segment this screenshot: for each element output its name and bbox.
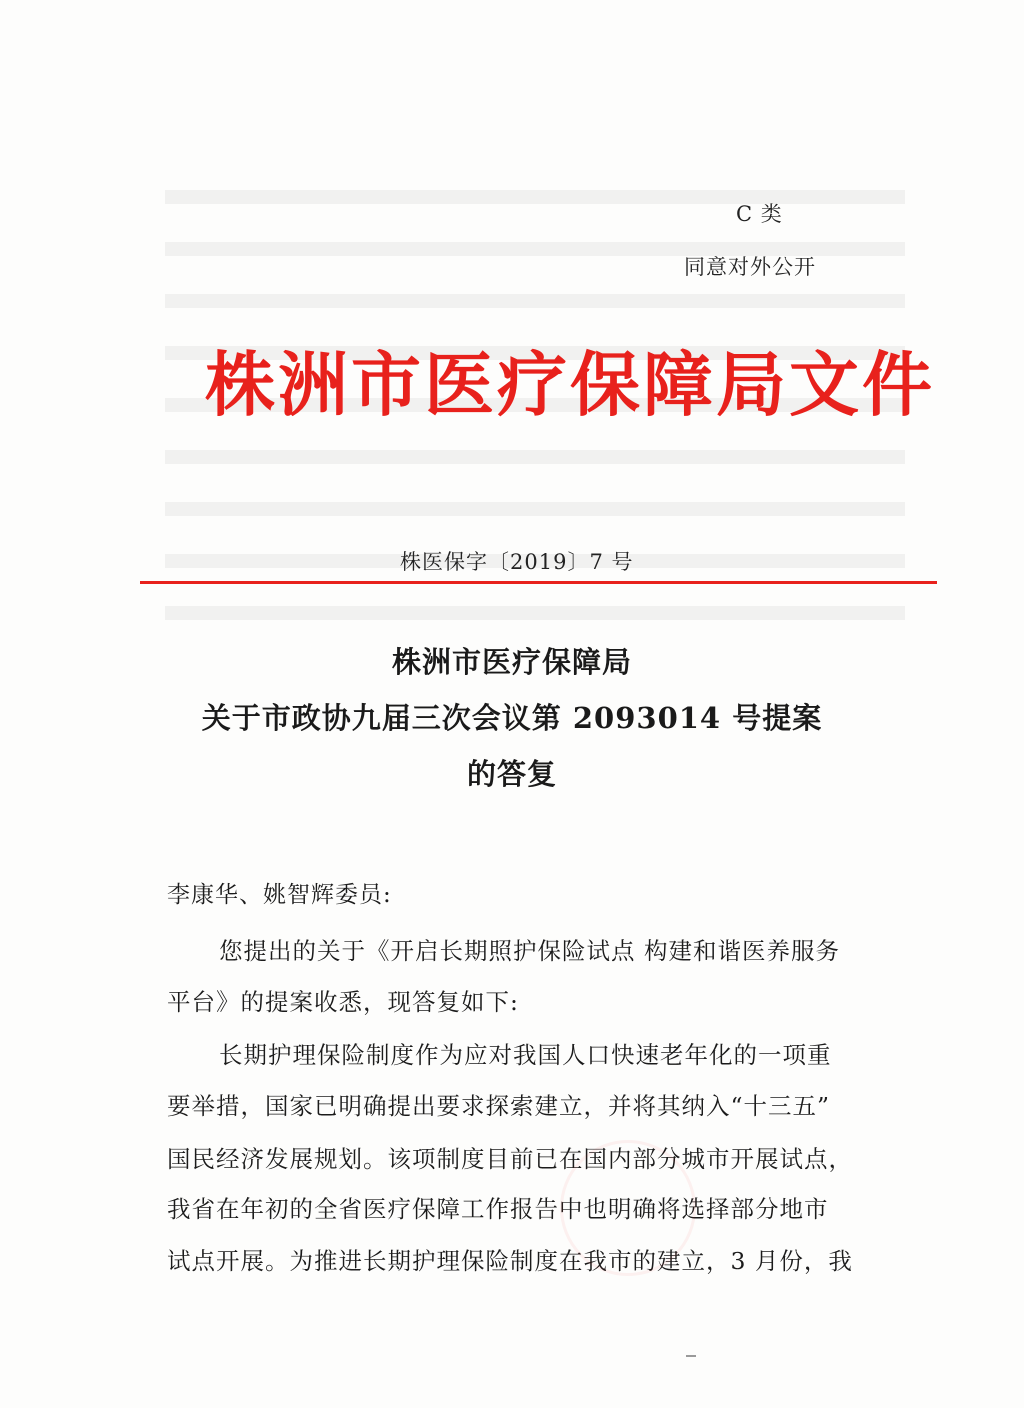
- body-line: 国民经济发展规划。该项制度目前已在国内部分城市开展试点，: [167, 1145, 853, 1173]
- body-line: 长期护理保险制度作为应对我国人口快速老年化的一项重: [219, 1041, 832, 1069]
- reply-title-line-1: 株洲市医疗保障局: [391, 645, 632, 679]
- red-divider-line: [140, 581, 937, 584]
- body-line: 您提出的关于《开启长期照护保险试点 构建和谐医养服务: [219, 937, 840, 965]
- reply-title-line-2: 关于市政协九届三次会议第 2093014 号提案: [201, 701, 823, 735]
- reply-title-line-3: 的答复: [466, 757, 557, 791]
- body-line: 我省在年初的全省医疗保障工作报告中也明确将选择部分地市: [167, 1195, 829, 1223]
- classification-label: C 类: [736, 202, 783, 226]
- red-header-title: 株洲市医疗保障局文件: [205, 343, 935, 426]
- body-line: 试点开展。为推进长期护理保险制度在我市的建立，3 月份，我: [167, 1247, 853, 1275]
- disclosure-label: 同意对外公开: [684, 255, 816, 279]
- page-mark: [686, 1355, 696, 1357]
- salutation: 李康华、姚智辉委员:: [167, 882, 392, 908]
- document-number: 株医保字〔2019〕7 号: [400, 550, 634, 574]
- body-line: 平台》的提案收悉，现答复如下:: [167, 988, 519, 1016]
- body-line: 要举措，国家已明确提出要求探索建立，并将其纳入“十三五”: [167, 1092, 831, 1120]
